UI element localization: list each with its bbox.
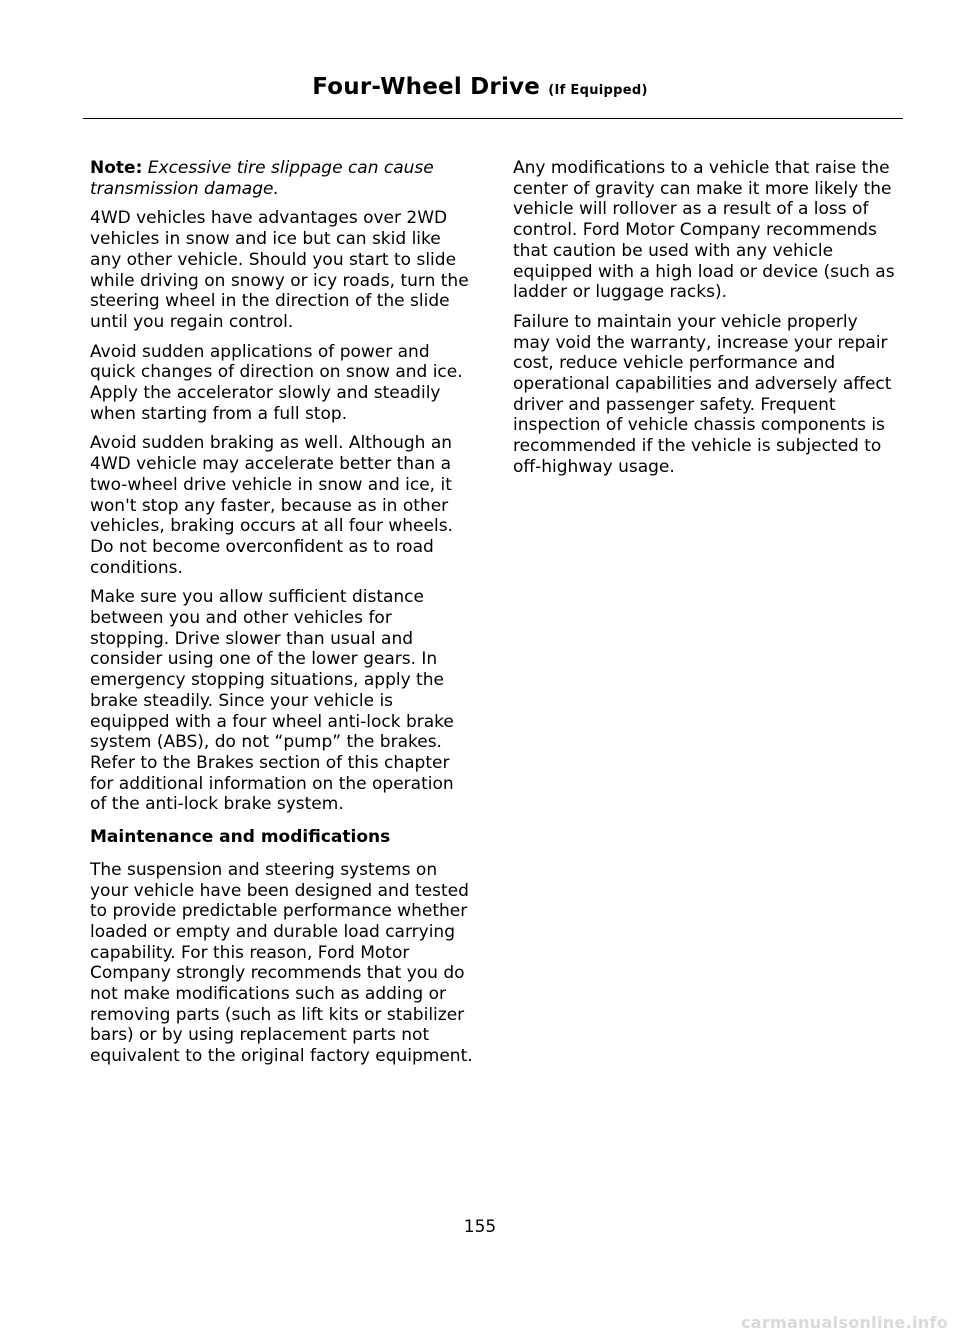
note-text: Excessive tire slippage can cause transmission damage. bbox=[90, 158, 434, 199]
watermark: carmanualsonline.info bbox=[740, 1313, 948, 1332]
paragraph-avoid-sudden-power: Avoid sudden applications of power and quick changes of direction on snow and ice. Apply the accelerator slowly and steadily when starting from a full stop. bbox=[90, 341, 463, 424]
paragraph-center-of-gravity: Any modifications to a vehicle that raise the center of gravity can make it more likely the vehicle will rollover as a result of a loss of control. Ford Motor Company recommends that caution be used with any vehicle equipped with a high load or device (such as ladder or luggage racks). bbox=[513, 158, 895, 303]
paragraph-maintain-vehicle: Failure to maintain your vehicle properly may void the warranty, increase your repair cost, reduce vehicle performance and operational capabilities and adversely affect driver and passenger safety. Frequent inspection of vehicle chassis components is recommended if the vehicle is subjected to off-highway usage. bbox=[513, 311, 892, 477]
note-paragraph bbox=[90, 158, 474, 199]
chapter-title: Four-Wheel Drive bbox=[312, 74, 541, 100]
right-column bbox=[513, 158, 897, 487]
header-divider bbox=[83, 118, 903, 119]
page-number: 155 bbox=[463, 1217, 497, 1237]
paragraph-suspension-steering: The suspension and steering systems on your vehicle have been designed and tested to provide predictable performance whether loaded or empty and durable load carrying capability. For this reason, Ford Motor Company strongly recommends that you do not make modifications such as adding or removing parts (such as lift kits or stabilizer bars) or by using replacement parts not equivalent to the original factory equipment. bbox=[90, 859, 473, 1067]
paragraph-4wd-advantages: 4WD vehicles have advantages over 2WD vehicles in snow and ice but can skid like any other vehicle. Should you start to slide while driving on snowy or icy roads, turn the steering wheel in the direction of the slide until you regain control. bbox=[90, 208, 469, 332]
left-column bbox=[90, 158, 474, 1076]
page-title bbox=[0, 74, 960, 100]
paragraph-avoid-sudden-braking: Avoid sudden braking as well. Although an 4WD vehicle may accelerate better than a two-wheel drive vehicle in snow and ice, it won't stop any faster, because as in other vehicles, braking occurs at all four wheels. Do not become overconfident as to road conditions. bbox=[90, 433, 453, 578]
paragraph-stopping-distance: Make sure you allow sufficient distance between you and other vehicles for stopping. Drive slower than usual and consider using one of the lower gears. In emergency stopping situations, apply the brake steadily. Since your vehicle is equipped with a four wheel anti-lock brake system (ABS), do not “pump” the brakes. Refer to the Brakes section of this chapter for additional information on the operation of the anti-lock brake system. bbox=[90, 587, 454, 815]
chapter-subtitle: (If Equipped) bbox=[548, 83, 648, 98]
note-label: Note: bbox=[90, 158, 143, 178]
section-heading-maintenance: Maintenance and modifications bbox=[90, 827, 391, 848]
